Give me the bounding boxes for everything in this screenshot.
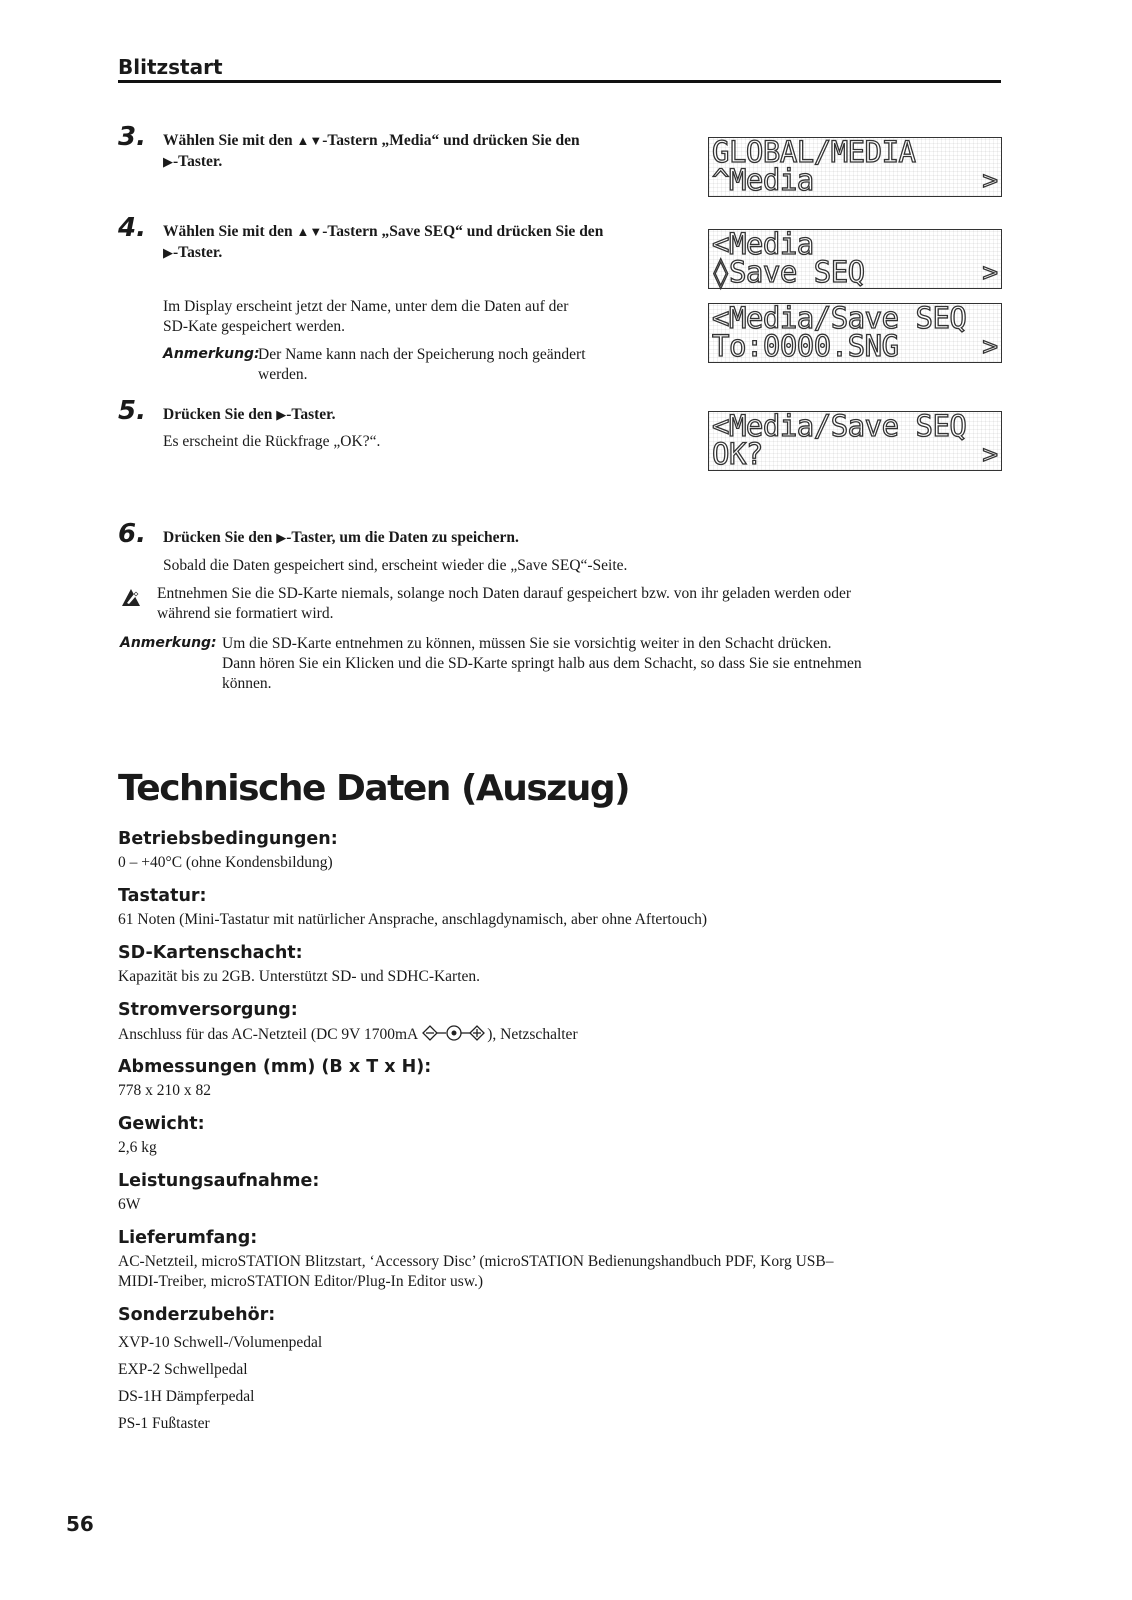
step-3-pre: Wählen Sie mit den <box>163 132 297 149</box>
step-4-body-line-1: Im Display erscheint jetzt der Name, unter dem die Daten auf der <box>163 298 569 315</box>
step-5-body: Es erscheint die Rückfrage „OK?“. <box>163 433 381 450</box>
warning-line-1: Entnehmen Sie die SD-Karte niemals, solange noch Daten darauf gespeichert bzw. von ihr geladen werden oder <box>157 585 852 602</box>
page-number: 56 <box>66 1512 94 1536</box>
spec-heading-included-items: Lieferumfang: <box>118 1228 258 1248</box>
lcd-display-save-name <box>708 303 1002 363</box>
lcd-right-arrow-icon: > <box>982 440 998 470</box>
section-header: Blitzstart <box>118 55 223 79</box>
step-3-mid: -Tastern „Media“ und drücken Sie den <box>322 132 580 149</box>
spec-value-power-consumption: 6W <box>118 1196 141 1213</box>
note-text <box>222 634 1012 694</box>
spec-heading-operating-conditions: Betriebsbedingungen: <box>118 829 338 849</box>
step-4-pre: Wählen Sie mit den <box>163 223 297 240</box>
spec-heading-dimensions: Abmessungen (mm) (B x T x H): <box>118 1057 432 1077</box>
lcd-line-2: To:0000.SNG <box>712 329 899 363</box>
step-5-number: 5. <box>118 396 146 426</box>
right-arrow-icon: ▶ <box>163 154 173 169</box>
spec-heading-power-supply: Stromversorgung: <box>118 1000 298 1020</box>
step-4-note-line-2: werden. <box>258 366 308 383</box>
step-5-text <box>163 404 335 425</box>
spec-heading-power-consumption: Leistungsaufnahme: <box>118 1171 320 1191</box>
step-4-note-text <box>258 345 688 385</box>
spec-heading-sd-slot: SD-Kartenschacht: <box>118 943 303 963</box>
list-item: PS-1 Fußtaster <box>118 1415 210 1432</box>
lcd-line-2: ^Media <box>712 163 814 197</box>
spec-heading-weight: Gewicht: <box>118 1114 205 1134</box>
spec-value-sd-slot: Kapazität bis zu 2GB. Unterstützt SD- und SDHC-Karten. <box>118 968 481 985</box>
lcd-display-media-save <box>708 229 1002 289</box>
step-4-body-line-2: SD-Kate gespeichert werden. <box>163 318 346 335</box>
step-6-body: Sobald die Daten gespeichert sind, erscheint wieder die „Save SEQ“-Seite. <box>163 557 628 574</box>
spec-value-power-supply <box>118 1024 578 1045</box>
header-rule <box>118 80 1001 83</box>
note-line-1: Um die SD-Karte entnehmen zu können, müssen Sie sie vorsichtig weiter in den Schacht drücken. <box>222 635 832 652</box>
step-4-mid: -Tastern „Save SEQ“ und drücken Sie den <box>322 223 604 240</box>
lcd-line-1: <Media/Save SEQ <box>712 409 967 443</box>
step-5-pre: Drücken Sie den <box>163 406 277 423</box>
spec-heading-keyboard: Tastatur: <box>118 886 207 906</box>
page-title: Technische Daten (Auszug) <box>118 768 630 809</box>
step-3-number: 3. <box>118 122 146 152</box>
lcd-line-1: GLOBAL/MEDIA <box>712 135 916 169</box>
spec-list-optional-accessories <box>118 1329 322 1437</box>
right-arrow-icon: ▶ <box>276 530 287 545</box>
spec-value-power-post: ), Netzschalter <box>487 1026 578 1043</box>
list-item: DS-1H Dämpferpedal <box>118 1388 255 1405</box>
warning-line-2: während sie formatiert wird. <box>157 605 334 622</box>
spec-value-included-items <box>118 1252 998 1292</box>
right-arrow-icon: ▶ <box>276 407 287 422</box>
note-line-3: können. <box>222 675 272 692</box>
lcd-right-arrow-icon: > <box>982 166 998 196</box>
spec-value-operating-conditions: 0 – +40°C (ohne Kondensbildung) <box>118 854 333 871</box>
step-4-body <box>163 297 683 337</box>
warning-text <box>157 584 1017 624</box>
up-arrow-icon: ▲ <box>296 133 310 148</box>
lcd-display-global-media <box>708 137 1002 197</box>
down-arrow-icon: ▼ <box>309 224 323 239</box>
spec-value-weight: 2,6 kg <box>118 1139 157 1156</box>
down-arrow-icon: ▼ <box>309 133 323 148</box>
warning-icon <box>121 588 141 613</box>
lcd-line-1: <Media/Save SEQ <box>712 301 967 335</box>
step-3-post: -Taster. <box>173 153 223 170</box>
note-label: Anmerkung: <box>120 635 217 651</box>
lcd-display-ok-confirm <box>708 411 1002 471</box>
right-arrow-icon: ▶ <box>163 245 173 260</box>
lcd-right-arrow-icon: > <box>982 332 998 362</box>
spec-value-power-pre: Anschluss für das AC-Netzteil (DC 9V 1700mA <box>118 1026 422 1043</box>
step-4-post: -Taster. <box>173 244 223 261</box>
step-6-pre: Drücken Sie den <box>163 529 277 546</box>
spec-value-dimensions: 778 x 210 x 82 <box>118 1082 211 1099</box>
up-arrow-icon: ▲ <box>296 224 310 239</box>
polarity-icon <box>421 1024 487 1042</box>
lcd-line-2: OK? <box>712 437 763 471</box>
note-line-2: Dann hören Sie ein Klicken und die SD-Karte springt halb aus dem Schacht, so dass Sie sie entnehmen <box>222 655 862 672</box>
step-3-text <box>163 130 683 172</box>
spec-heading-optional-accessories: Sonderzubehör: <box>118 1305 276 1325</box>
included-items-line-1: AC-Netzteil, microSTATION Blitzstart, ‘Accessory Disc’ (microSTATION Bedienungshandbuch PDF, Korg USB– <box>118 1253 834 1270</box>
step-4-note-line-1: Der Name kann nach der Speicherung noch geändert <box>258 346 586 363</box>
list-item: EXP-2 Schwellpedal <box>118 1361 248 1378</box>
lcd-line-1: <Media <box>712 227 814 261</box>
step-4-text <box>163 221 693 263</box>
included-items-line-2: MIDI-Treiber, microSTATION Editor/Plug-In Editor usw.) <box>118 1273 484 1290</box>
step-5-post: -Taster. <box>286 406 336 423</box>
step-4-number: 4. <box>118 213 146 243</box>
spec-value-keyboard: 61 Noten (Mini-Tastatur mit natürlicher Ansprache, anschlagdynamisch, aber ohne Aftertouch) <box>118 911 708 928</box>
step-6-post: -Taster, um die Daten zu speichern. <box>286 529 519 546</box>
list-item: XVP-10 Schwell-/Volumenpedal <box>118 1334 323 1351</box>
step-6-text <box>163 527 519 548</box>
lcd-line-2: ◊Save SEQ <box>712 255 865 289</box>
step-6-number: 6. <box>118 519 146 549</box>
lcd-right-arrow-icon: > <box>982 258 998 288</box>
step-4-note-label: Anmerkung: <box>163 346 260 362</box>
